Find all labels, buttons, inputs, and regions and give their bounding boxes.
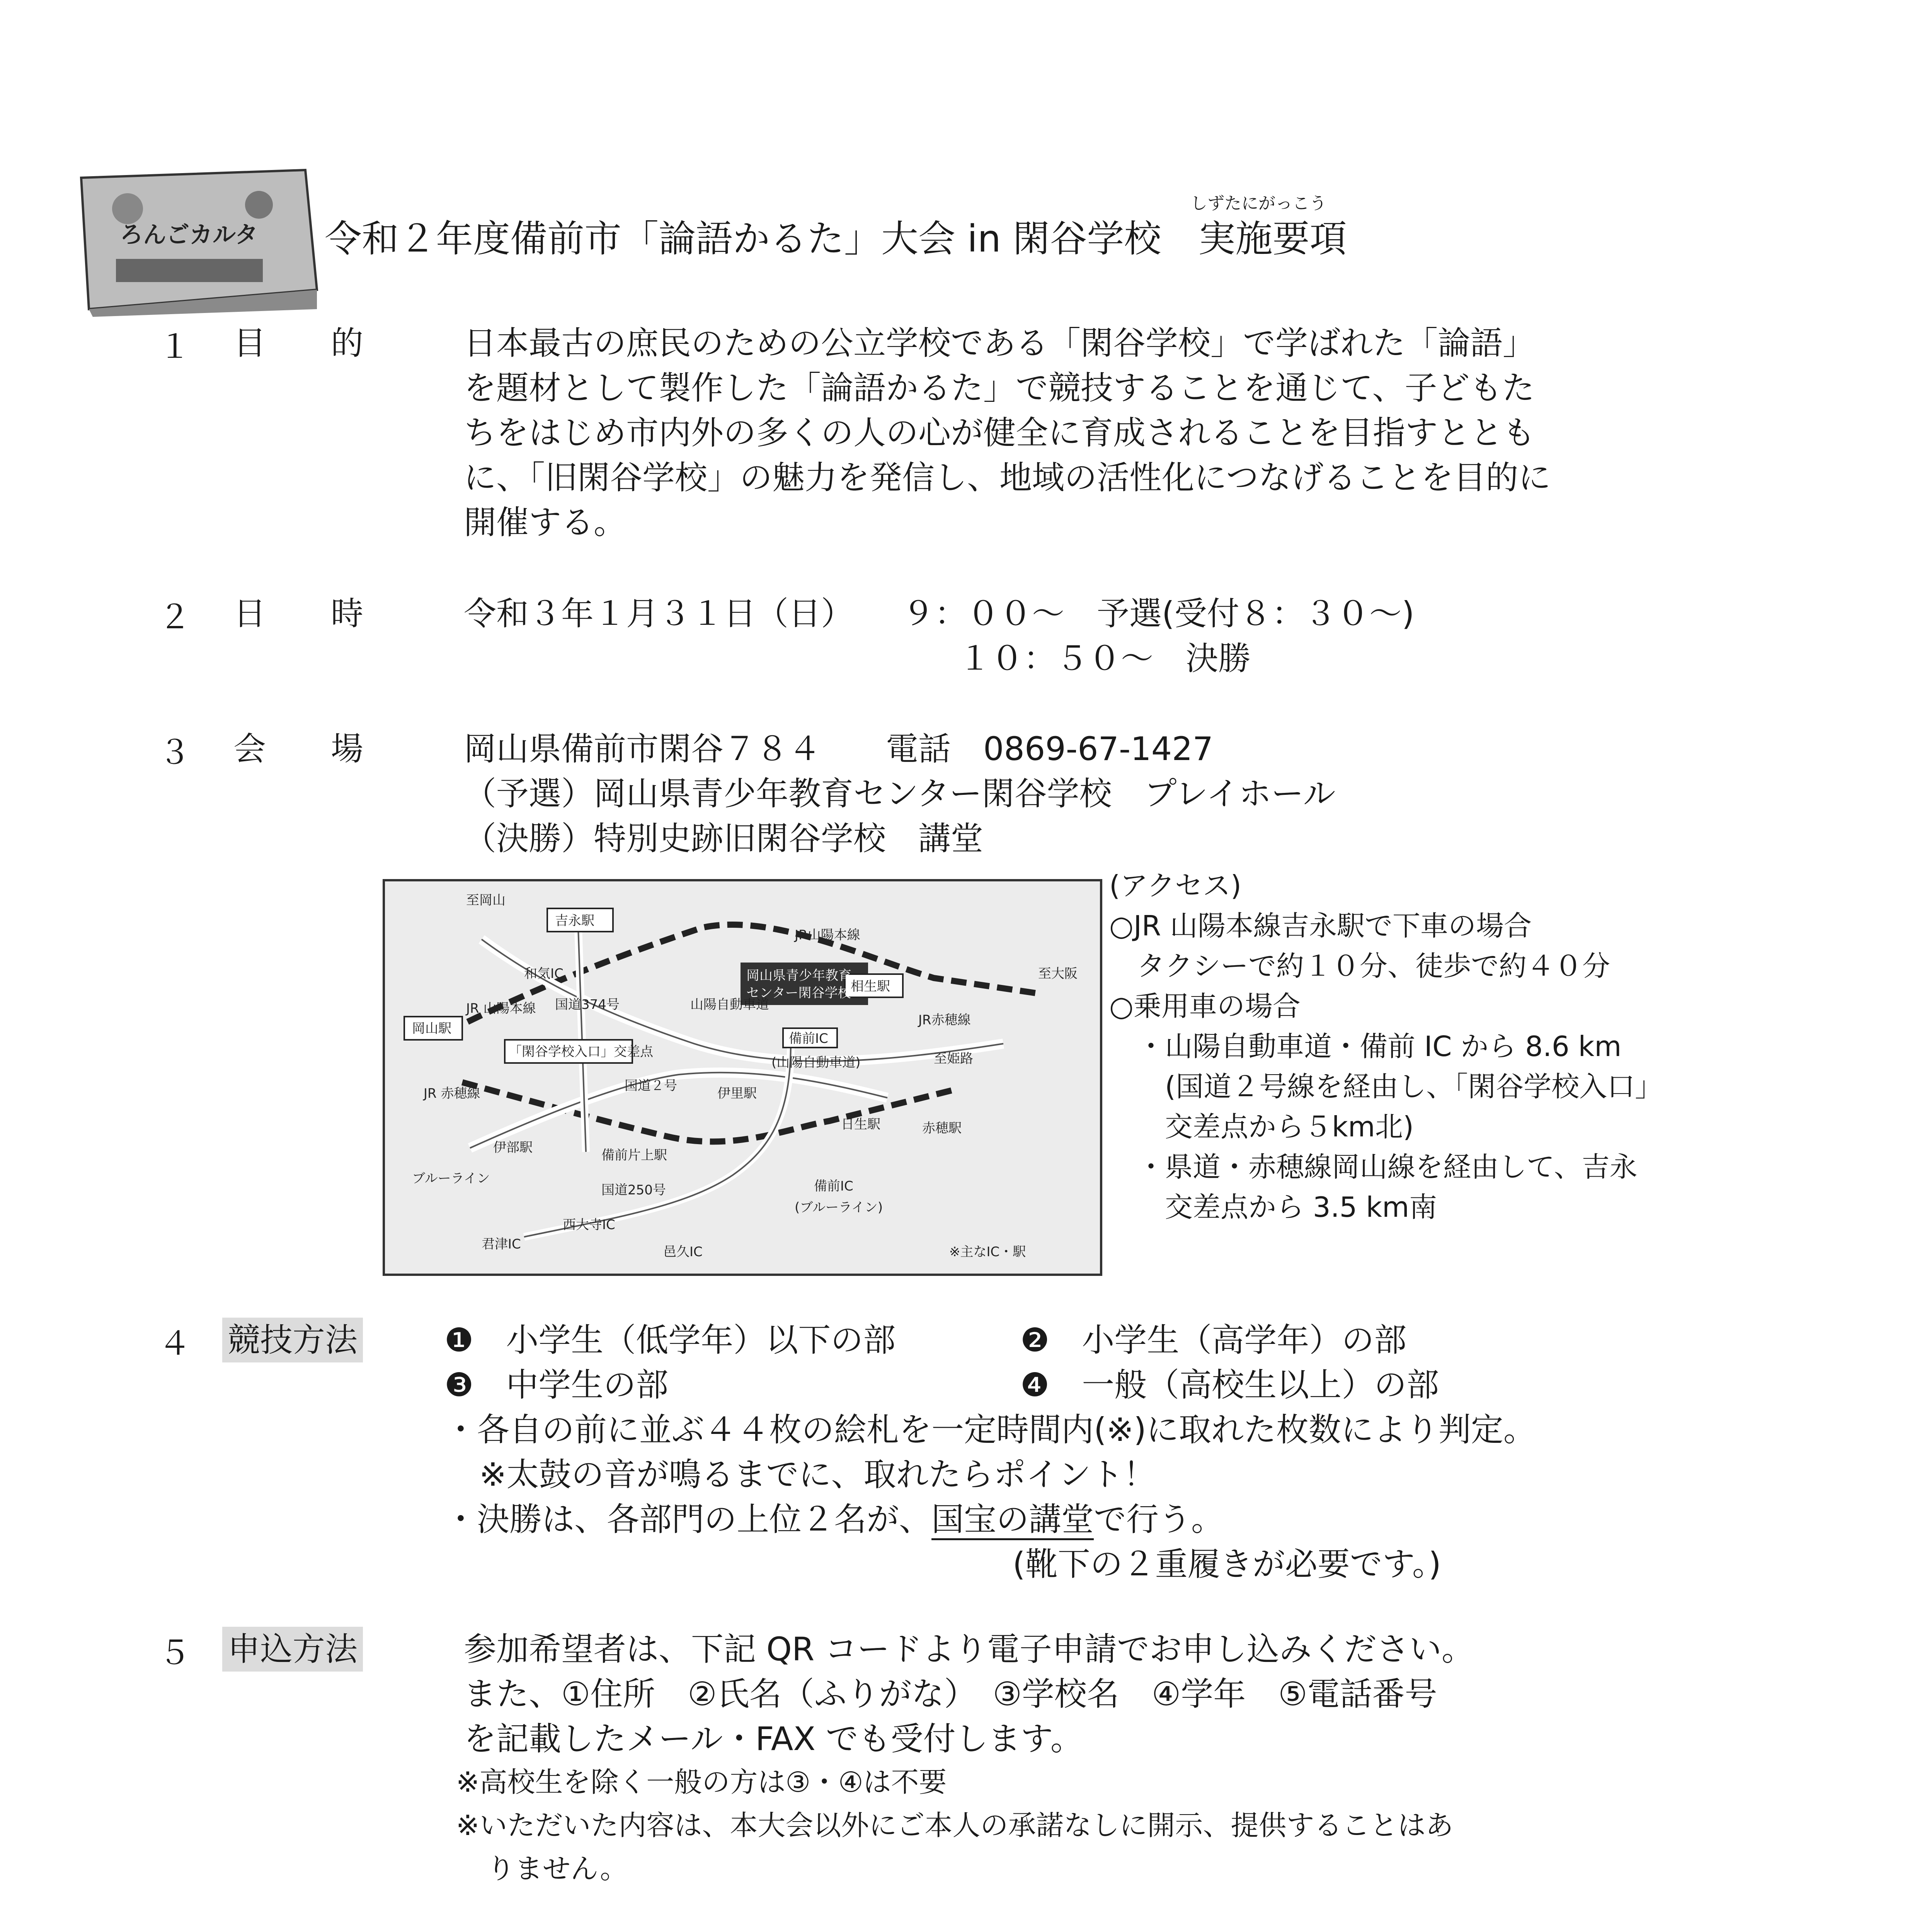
purpose-line: を題材として製作した「論語かるた」で競技することを通じて、子どもた — [464, 369, 1535, 407]
map-label: 邑久IC — [663, 1244, 703, 1260]
map-label: (ブルーライン) — [795, 1200, 883, 1215]
map-label: 相生駅 — [851, 979, 890, 994]
access-line: ○乗用車の場合 — [1109, 990, 1301, 1022]
map-label: 吉永駅 — [555, 913, 594, 929]
section-label-method: 競技方法 — [222, 1318, 363, 1362]
section-number: ４ — [158, 1325, 191, 1362]
apply-line: を記載したメール・FAX でも受付します。 — [464, 1720, 1083, 1758]
map-label: ※主なIC・駅 — [949, 1244, 1026, 1260]
map-label: 日生駅 — [841, 1117, 880, 1132]
division-2: ❷ 小学生（高学年）の部 — [1020, 1321, 1407, 1359]
rule-final-b: 国宝の講堂 — [931, 1500, 1094, 1540]
map-label: 和気IC — [524, 966, 564, 981]
map-label: 至大阪 — [1038, 966, 1078, 981]
section-number: ５ — [158, 1634, 191, 1672]
section-number: ３ — [158, 733, 191, 771]
venue-prelim: （予選）岡山県青少年教育センター閑谷学校 プレイホール — [464, 775, 1336, 813]
map-label: 国道２号 — [625, 1078, 677, 1094]
section-number: １ — [158, 328, 191, 366]
map-label: 備前IC — [814, 1179, 853, 1194]
access-line: (国道２号線を経由し、「閑谷学校入口」 — [1109, 1070, 1663, 1103]
rule-final — [444, 1497, 1224, 1542]
map-label: 伊里駅 — [717, 1086, 757, 1101]
purpose-line: に、「旧閑谷学校」の魅力を発信し、地域の活性化につなげることを目的に — [464, 459, 1551, 497]
access-line: タクシーで約１０分、徒歩で約４０分 — [1109, 950, 1611, 982]
map-label: 「閑谷学校入口」交差点 — [509, 1044, 653, 1060]
section-label-apply: 申込方法 — [222, 1627, 363, 1672]
purpose-line: 開催する。 — [464, 503, 627, 541]
map-label: センター閑谷学校 — [746, 985, 851, 1001]
map-label: 西大寺IC — [563, 1217, 615, 1233]
division-3: ❸ 中学生の部 — [444, 1366, 669, 1404]
section-number: ２ — [158, 598, 191, 636]
section-label-purpose: 目 的 — [233, 324, 364, 362]
rule-final-a: ・決勝は、各部門の上位２名が、 — [444, 1500, 932, 1538]
page-title: 令和２年度備前市「論語かるた」大会 in 閑谷学校 実施要項 — [325, 217, 1347, 260]
rule-note: ※太鼓の音が鳴るまでに、取れたらポイント！ — [479, 1456, 1156, 1493]
apply-line: 参加希望者は、下記 QR コードより電子申請でお申し込みください。 — [464, 1630, 1474, 1668]
venue-final: （決勝）特別史跡旧閑谷学校 講堂 — [464, 820, 984, 857]
map-label: ブルーライン — [412, 1171, 490, 1186]
apply-note: りません。 — [487, 1852, 628, 1885]
access-map — [383, 879, 1102, 1276]
map-label: JR 山陽本線 — [466, 1001, 536, 1016]
map-label: JR赤穂線 — [918, 1012, 971, 1028]
map-label: 赤穂駅 — [922, 1121, 962, 1136]
title-ruby: しずたにがっこう — [1190, 194, 1326, 213]
map-label: 至姫路 — [934, 1051, 973, 1066]
map-label: 山陽自動車道 — [690, 997, 769, 1012]
map-label: 国道374号 — [555, 997, 620, 1012]
map-label: 至岡山 — [466, 893, 506, 908]
access-line: ・山陽自動車道・備前 IC から 8.6 km — [1109, 1030, 1622, 1063]
final-time: １０：５０～ 決勝 — [958, 639, 1251, 677]
map-label: 伊部駅 — [493, 1140, 533, 1155]
map-label: 備前IC — [789, 1031, 828, 1046]
map-label: 岡山駅 — [412, 1021, 451, 1036]
section-label-venue: 会 場 — [233, 730, 364, 768]
map-label: 君津IC — [482, 1236, 521, 1252]
map-label: 国道250号 — [601, 1182, 666, 1198]
access-line: ○JR 山陽本線吉永駅で下車の場合 — [1109, 910, 1532, 942]
division-4: ❹ 一般（高校生以上）の部 — [1020, 1366, 1439, 1404]
apply-line: また、①住所 ②氏名（ふりがな） ③学校名 ④学年 ⑤電話番号 — [464, 1675, 1437, 1713]
map-label: JR 赤穂線 — [424, 1086, 480, 1101]
map-label: (山陽自動車道) — [771, 1055, 861, 1070]
access-line: ・県道・赤穂線岡山線を経由して、吉永 — [1109, 1151, 1638, 1183]
purpose-line: 日本最古の庶民のための公立学校である「閑谷学校」で学ばれた「論語」 — [464, 324, 1536, 362]
date-line: 令和３年１月３１日（日） ９：００～ 予選(受付８：３０～) — [464, 595, 1415, 633]
access-line: 交差点から 3.5 km南 — [1109, 1191, 1437, 1223]
section-label-date: 日 時 — [233, 595, 364, 633]
rule-socks: (靴下の２重履きが必要です。) — [1013, 1545, 1441, 1583]
apply-note: ※いただいた内容は、本大会以外にご本人の承諾なしに開示、提供することはあ — [456, 1809, 1454, 1842]
access-line: (アクセス) — [1109, 869, 1242, 902]
karuta-box-image — [73, 162, 321, 317]
rule-line: ・各自の前に並ぶ４４枚の絵札を一定時間内(※)に取れた枚数により判定。 — [444, 1411, 1536, 1449]
apply-note: ※高校生を除く一般の方は③・④は不要 — [456, 1766, 947, 1798]
box-label: ろんごカルタ — [120, 221, 258, 248]
venue-address: 岡山県備前市閑谷７８４ 電話 0869-67-1427 — [464, 730, 1214, 768]
purpose-line: ちをはじめ市内外の多くの人の心が健全に育成されることを目指すととも — [464, 414, 1536, 452]
division-1: ❶ 小学生（低学年）以下の部 — [444, 1321, 896, 1359]
map-label: 岡山県青少年教育 — [746, 968, 851, 983]
access-line: 交差点から５km北) — [1109, 1111, 1414, 1143]
map-label: 備前片上駅 — [601, 1148, 667, 1163]
map-label: JR山陽本線 — [795, 927, 860, 943]
rule-final-c: で行う。 — [1094, 1500, 1224, 1538]
